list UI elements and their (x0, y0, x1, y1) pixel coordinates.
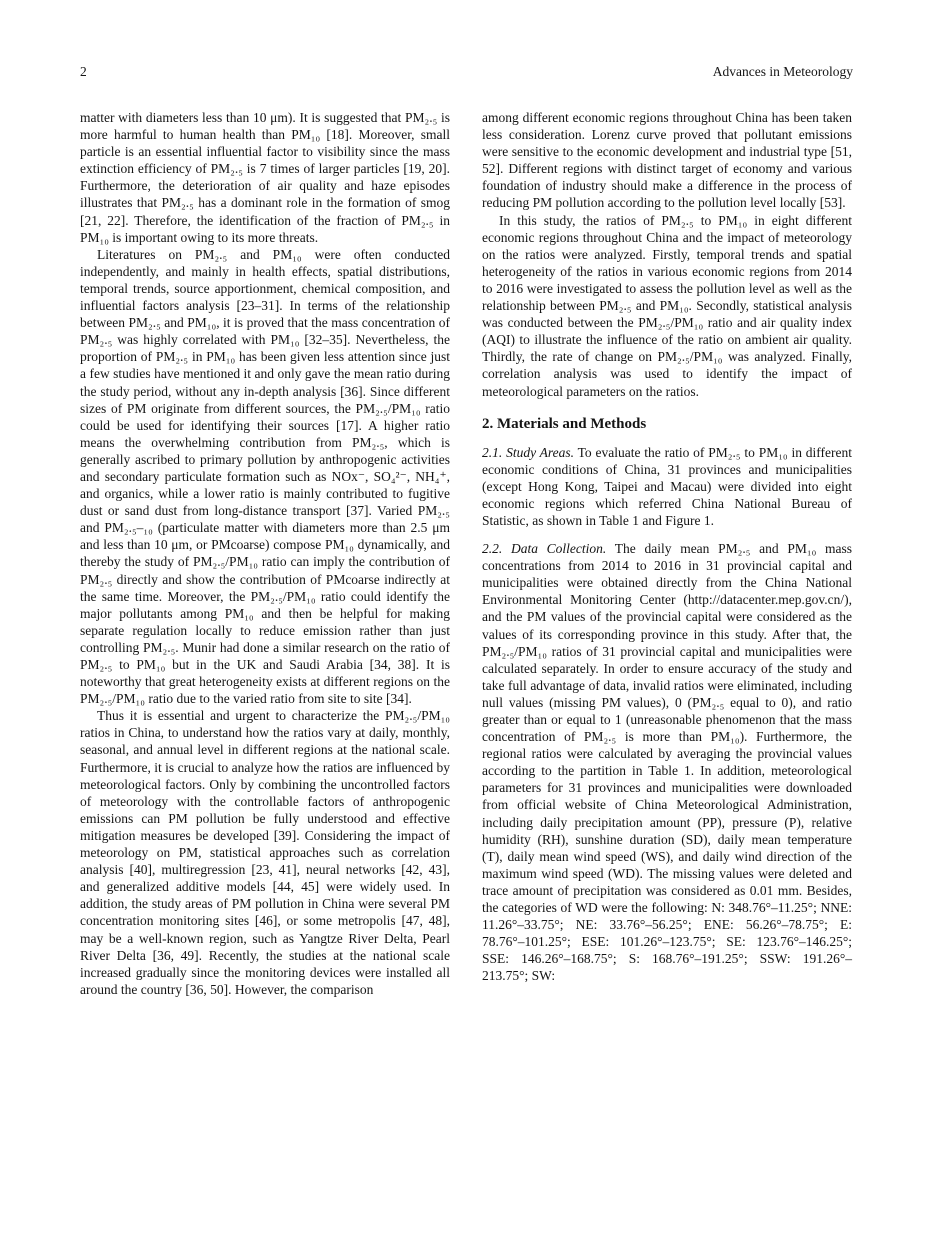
two-column-body (80, 109, 853, 998)
body-paragraph: among different economic regions throughout China has been taken less consideration. Lorenz curve proved that pollutant emissions were sensitive to the economic development and industrial type [51, 52]. Different regions with distinct target of economy and various foundation of industry should make a difference in the process of reducing PM pollution according to the pollution level locally [53]. (482, 110, 852, 211)
body-paragraph: matter with diameters less than 10 μm). It is suggested that PM₂.₅ is more harmful to human health than PM₁₀ [18]. Moreover, small particle is an essential influential factor to visibility since the mass extinction efficiency of PM₂.₅ is 7 times of larger particles [19, 20]. Furthermore, the deterioration of air quality and haze episodes illustrates that PM₂.₅ has a dominant role in the formation of smog [21, 22]. Therefore, the identification of the fraction of PM₂.₅ in PM₁₀ is important owing to its more threats. (80, 110, 450, 245)
subsection-label: 2.2. Data Collection. (482, 541, 607, 557)
body-paragraph: Thus it is essential and urgent to characterize the PM₂.₅/PM₁₀ ratios in China, to understand how the ratios vary at daily, monthly, seasonal, and annual level in different regions at the national scale. Furthermore, it is crucial to analyze how the ratios are influenced by meteorological factors. Only by combining the uncontrolled factors of meteorology with the controllable factors of anthropogenic emissions can PM pollution be fully understood and effective mitigation measures be developed [39]. Considering the impact of meteorology on PM, statistical approaches such as correlation analysis [40], multiregression [23, 41], neural networks [42, 43], and generalized additive models [44, 45] were widely used. In addition, the study areas of PM pollution in China were several PM concentration monitoring sites [46], or some metropolis [47, 48], may be a well-known region, such as Yangtze River Delta, Pearl River Delta [36, 49]. Recently, the studies at the national scale increased gradually since the monitoring devices were installed all around the country [36, 50]. However, the comparison (80, 708, 450, 997)
page-number: 2 (80, 64, 87, 79)
right-column (482, 109, 852, 998)
left-column (80, 109, 450, 998)
subsection-label: 2.1. Study Areas. (482, 444, 575, 460)
section-heading-materials-and-methods: 2. Materials and Methods (482, 415, 647, 432)
subsection-text: ), and the PM values of the provincial capital were considered as the values of its corresponding province in this study. After that, the PM₂.₅/PM₁₀ ratios of 31 provincial capital and municipalities were calculated separately. In order to ensure accuracy of the study and take full advantage of data, invalid ratios were eliminated, including null values (missing PM values), 0 (PM₂.₅ equal to 0), and ratio greater than or equal to 1 (unreasonable phenomenon that the mass concentration of PM₂.₅ is more than PM₁₀). Furthermore, the regional ratios were calculated by averaging the provincial values according to the partition in Table 1. In addition, meteorological parameters for 31 provinces and municipalities were downloaded from official website of China Meteorological Administration, including daily precipitation amount (PP), pressure (P), relative humidity (RH), sunshine duration (SD), daily mean temperature (T), daily mean wind speed (WS), and daily wind direction of the maximum wind speed (WD). The missing values were deleted and trace amount of precipitation was considered as 0.01 mm. Besides, the categories of WD were the following: N: 348.76°–11.25°; NNE: 11.26°–33.75°; NE: 33.76°–56.25°; ENE: 56.26°–78.75°; E: 78.76°–101.25°; ESE: 101.26°–123.75°; SE: 123.76°–146.25°; SSE: 146.26°–168.75°; S: 168.76°–191.25°; SSW: 191.26°–213.75°; SW: (482, 592, 852, 984)
subsection-text: To evaluate the ratio of PM₂.₅ to PM₁₀ in different economic conditions of China, 31 provinces and municipalities (except Hong Kong, Taipei and Macau) were divided into eight economic regions which referred China National Bureau of Statistic, as shown in Table 1 and Figure 1. (482, 444, 852, 528)
body-paragraph: Literatures on PM₂.₅ and PM₁₀ were often conducted independently, and mainly in health effects, spatial distributions, temporal trends, source apportionment, chemical composition, and influential factors analysis [23–31]. In terms of the relationship between PM₂.₅ and PM₁₀, it is proved that the mass concentration of PM₂.₅ was highly correlated with PM₁₀ [32–35]. Nevertheless, the proportion of PM₂.₅ in PM₁₀ has been given less attention since just a few studies have mentioned it and only gave the mean ratio during the study period, without any in-depth analysis [36]. Since different sizes of PM originate from different sources, the PM₂.₅/PM₁₀ ratio could be used for identifying their sources [17]. A higher ratio means the overwhelming contribution from PM₂.₅, which is generally ascribed to primary pollution by anthropogenic activities and secondary particulate formation such as NOx⁻, SO₄²⁻, NH₄⁺, and organics, while a lower ratio is mainly contributed to fugitive dust or sand dust from long-distance transport [37]. Varied PM₂.₅ and PM₂.₅–₁₀ (particulate matter with diameters more than 2.5 μm and less than 10 μm, or PMcoarse) compose PM₁₀ dynamically, and thereby the study of PM₂.₅/PM₁₀ ratio can imply the contribution of PM₂.₅ directly and show the contribution of PMcoarse indirectly at the same time. Moreover, the PM₂.₅/PM₁₀ ratio could identify the major pollutants among PM₁₀ and then be helpful for making separate regulation locally to reduce emission rather than just controlling PM₂.₅. Munir had done a similar research on the ratio of PM₂.₅ to PM₁₀ but in the UK and Saudi Arabia [34, 38]. It is noteworthy that great heterogeneity exists at different regions on the PM₂.₅/PM₁₀ ratio due to the varied ratio from site to site [34]. (80, 246, 450, 707)
subsection-data-collection (482, 540, 852, 984)
body-paragraph: In this study, the ratios of PM₂.₅ to PM₁₀ in eight different economic regions throughout China and the impact of meteorology on the ratios were analyzed. Firstly, temporal trends and spatial heterogeneity of the ratios in various economic regions from 2014 to 2016 were investigated to assess the pollution level as well as the relationship between PM₂.₅ and PM₁₀. Secondly, statistical analysis was conducted between the PM₂.₅/PM₁₀ ratio and air quality index (AQI) to illustrate the influence of the ratio on ambient air quality. Thirdly, the rate of change on PM₂.₅/PM₁₀ was analyzed. Finally, correlation analysis was used to identify the impact of meteorological parameters on the ratios. (482, 212, 852, 399)
monitoring-center-link[interactable]: http://datacenter.mep.gov.cn/ (687, 592, 845, 608)
subsection-study-areas (482, 444, 852, 529)
running-head: Advances in Meteorology (712, 64, 853, 79)
subsection-text: The daily mean PM₂.₅ and PM₁₀ mass concentrations from 2014 to 2016 in 31 provincial capital and municipalities were obtained directly from the China National Environmental Monitoring Center ( (482, 541, 852, 608)
page-header (80, 64, 853, 80)
